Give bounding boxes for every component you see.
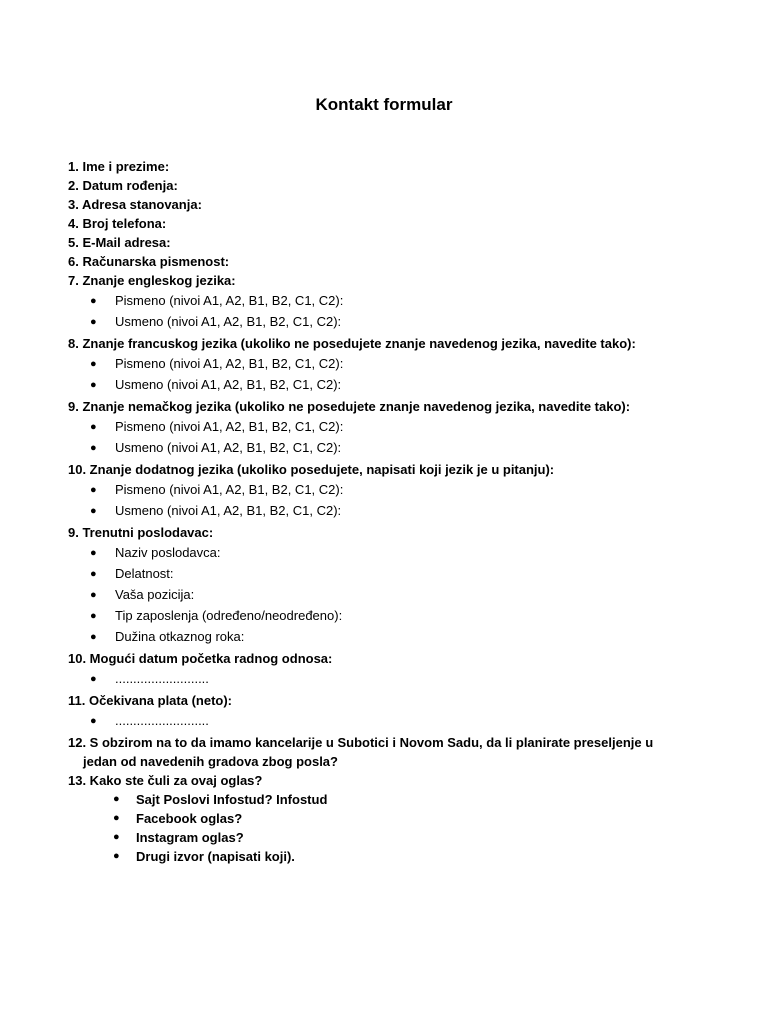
bullet-icon: ● [90,484,97,496]
bullet-icon: ● [113,831,120,843]
question-phone: 4. Broj telefona: [68,216,167,231]
question-english: 7. Znanje engleskog jezika: [68,273,236,288]
bullet-icon: ● [113,812,120,824]
bullet-icon: ● [90,379,97,391]
item-text: Usmeno (nivoi A1, A2, B1, B2, C1, C2): [115,440,342,455]
list-item [68,439,708,457]
bullet-icon: ● [90,316,97,328]
item-text: Pismeno (nivoi A1, A2, B1, B2, C1, C2): [115,356,344,371]
item-text: Usmeno (nivoi A1, A2, B1, B2, C1, C2): [115,503,342,518]
question-address: 3. Adresa stanovanja: [68,197,202,212]
list-item [68,502,708,520]
item-text: Facebook oglas? [136,811,243,826]
question-other-language: 10. Znanje dodatnog jezika (ukoliko posedujete, napisati koji jezik je u pitanju): [68,462,555,477]
item-text: Instagram oglas? [136,830,244,845]
list-item [68,712,708,730]
question-name: 1. Ime i prezime: [68,159,170,174]
list-item [68,790,708,809]
bullet-icon: ● [90,358,97,370]
question-current-employer: 9. Trenutni poslodavac: [68,525,214,540]
list-item [68,355,708,373]
bullet-icon: ● [90,589,97,601]
item-text: Delatnost: [115,566,174,581]
bullet-icon: ● [90,295,97,307]
list-item [68,544,708,562]
contact-form [68,157,708,866]
bullet-icon: ● [90,568,97,580]
question-birthdate: 2. Datum rođenja: [68,178,178,193]
list-item [68,313,708,331]
list-item [68,481,708,499]
bullet-icon: ● [90,547,97,559]
question-french: 8. Znanje francuskog jezika (ukoliko ne posedujete znanje navedenog jezika, navedite tako): [68,336,636,351]
bullet-icon: ● [90,610,97,622]
item-text: Naziv poslodavca: [115,545,221,560]
answer-blank: .......................... [115,671,209,686]
bullet-icon: ● [90,505,97,517]
relocation-line-1: 12. S obzirom na to da imamo kancelarije u Subotici i Novom Sadu, da li planirate preseljenje u [68,735,654,750]
item-text: Pismeno (nivoi A1, A2, B1, B2, C1, C2): [115,482,344,497]
list-item [68,847,708,866]
item-text: Pismeno (nivoi A1, A2, B1, B2, C1, C2): [115,293,344,308]
item-text: Usmeno (nivoi A1, A2, B1, B2, C1, C2): [115,377,342,392]
relocation-line-2: jedan od navedenih gradova zbog posla? [83,754,338,769]
question-relocation [68,733,708,771]
question-start-date: 10. Mogući datum početka radnog odnosa: [68,651,333,666]
page-title: Kontakt formular [315,95,453,114]
list-item [68,628,708,646]
item-text: Dužina otkaznog roka: [115,629,245,644]
answer-blank: .......................... [115,713,209,728]
bullet-icon: ● [90,631,97,643]
bullet-icon: ● [90,421,97,433]
question-computer-literacy: 6. Računarska pismenost: [68,254,230,269]
list-item [68,418,708,436]
question-email: 5. E-Mail adresa: [68,235,171,250]
item-text: Usmeno (nivoi A1, A2, B1, B2, C1, C2): [115,314,342,329]
list-item [68,376,708,394]
question-expected-salary: 11. Očekivana plata (neto): [68,693,233,708]
list-item [68,607,708,625]
item-text: Vaša pozicija: [115,587,195,602]
question-german: 9. Znanje nemačkog jezika (ukoliko ne posedujete znanje navedenog jezika, navedite tako): [68,399,631,414]
bullet-icon: ● [90,715,97,727]
list-item [68,670,708,688]
bullet-icon: ● [90,442,97,454]
list-item [68,809,708,828]
item-text: Pismeno (nivoi A1, A2, B1, B2, C1, C2): [115,419,344,434]
list-item [68,292,708,310]
list-item [68,565,708,583]
question-ad-source: 13. Kako ste čuli za ovaj oglas? [68,773,263,788]
bullet-icon: ● [113,850,120,862]
item-text: Sajt Poslovi Infostud? Infostud [136,792,328,807]
list-item [68,828,708,847]
bullet-icon: ● [90,673,97,685]
item-text: Tip zaposlenja (određeno/neodređeno): [115,608,343,623]
list-item [68,586,708,604]
item-text: Drugi izvor (napisati koji). [136,849,295,864]
bullet-icon: ● [113,793,120,805]
